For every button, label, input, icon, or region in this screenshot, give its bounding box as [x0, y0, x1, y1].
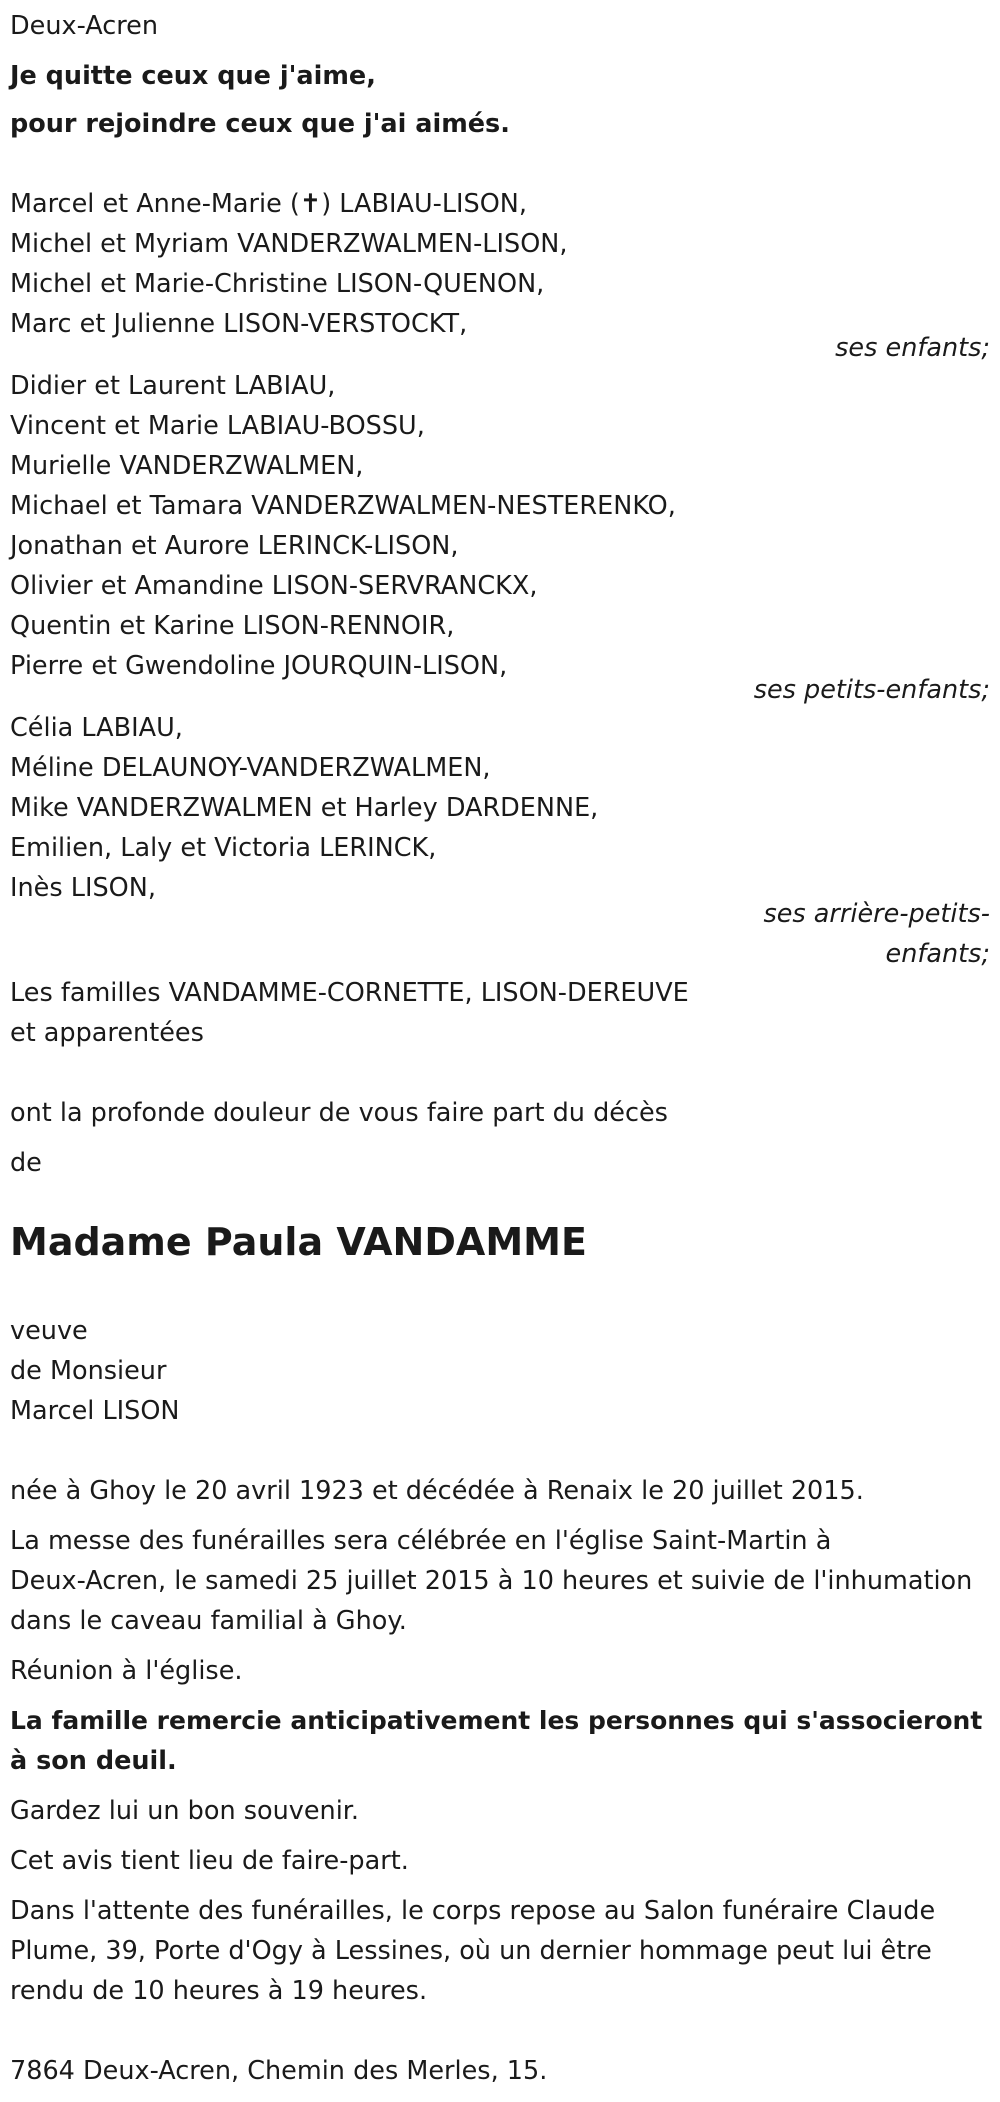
list-item: Quentin et Karine LISON-RENNOIR, [10, 611, 455, 641]
funeral-home-line-1: Dans l'attente des funérailles, le corps repose au Salon funéraire Claude [10, 1896, 936, 1926]
mass-line-2: Deux-Acren, le samedi 25 juillet 2015 à 10 heures et suivie de l'inhumation [10, 1566, 973, 1596]
thanks-line-1: La famille remercie anticipativement les personnes qui s'associeront [10, 1706, 983, 1735]
faire-part: Cet avis tient lieu de faire-part. [10, 1846, 409, 1876]
grandchildren-role: ses petits-enfants; [753, 675, 990, 705]
children-list [10, 184, 990, 344]
list-item: Inès LISON, [10, 873, 156, 903]
deceased-name: Madame Paula VANDAMME [10, 1220, 587, 1264]
list-item: Murielle VANDERZWALMEN, [10, 451, 364, 481]
mass-line-1: La messe des funérailles sera célébrée en l'église Saint-Martin à [10, 1526, 832, 1556]
families-line-1: Les familles VANDAMME-CORNETTE, LISON-DEREUVE [10, 978, 689, 1008]
widow-line-1: veuve [10, 1316, 88, 1346]
list-item: Marc et Julienne LISON-VERSTOCKT, [10, 309, 468, 339]
list-item: Jonathan et Aurore LERINCK-LISON, [10, 531, 459, 561]
list-item: Pierre et Gwendoline JOURQUIN-LISON, [10, 651, 508, 681]
funeral-home-line-3: rendu de 10 heures à 19 heures. [10, 1976, 428, 2006]
widow-line-2: de Monsieur [10, 1356, 167, 1386]
list-item: Olivier et Amandine LISON-SERVRANCKX, [10, 571, 538, 601]
mass-line-3: dans le caveau familial à Ghoy. [10, 1606, 407, 1636]
memory: Gardez lui un bon souvenir. [10, 1796, 360, 1826]
list-item: Didier et Laurent LABIAU, [10, 371, 336, 401]
great-grandchildren-role-line-2: enfants; [885, 939, 990, 969]
list-item: Michael et Tamara VANDERZWALMEN-NESTERENKO, [10, 491, 676, 521]
grandchildren-list [10, 366, 990, 686]
list-item: Michel et Myriam VANDERZWALMEN-LISON, [10, 229, 568, 259]
birth-death: née à Ghoy le 20 avril 1923 et décédée à Renaix le 20 juillet 2015. [10, 1476, 864, 1506]
funeral-home-line-2: Plume, 39, Porte d'Ogy à Lessines, où un dernier hommage peut lui être [10, 1936, 932, 1966]
children-role: ses enfants; [835, 333, 990, 363]
announcement-de: de [10, 1148, 42, 1178]
list-item: Emilien, Laly et Victoria LERINCK, [10, 833, 437, 863]
list-item: Marcel et Anne-Marie (✝) LABIAU-LISON, [10, 189, 527, 219]
epitaph-line-2: pour rejoindre ceux que j'ai aimés. [10, 109, 510, 139]
families-line-2: et apparentées [10, 1018, 204, 1048]
epitaph-line-1: Je quitte ceux que j'aime, [10, 61, 376, 91]
list-item: Mike VANDERZWALMEN et Harley DARDENNE, [10, 793, 599, 823]
list-item: Vincent et Marie LABIAU-BOSSU, [10, 411, 425, 441]
list-item: Méline DELAUNOY-VANDERZWALMEN, [10, 753, 491, 783]
meeting: Réunion à l'église. [10, 1656, 243, 1686]
place-name: Deux-Acren [10, 11, 159, 41]
list-item: Michel et Marie-Christine LISON-QUENON, [10, 269, 545, 299]
widow-line-3: Marcel LISON [10, 1396, 180, 1426]
address: 7864 Deux-Acren, Chemin des Merles, 15. [10, 2056, 548, 2086]
great-grandchildren-role-line-1: ses arrière-petits- [763, 899, 990, 929]
list-item: Célia LABIAU, [10, 713, 183, 743]
announcement: ont la profonde douleur de vous faire part du décès [10, 1098, 668, 1128]
thanks-line-2: à son deuil. [10, 1746, 177, 1776]
great-grandchildren-list [10, 708, 990, 908]
